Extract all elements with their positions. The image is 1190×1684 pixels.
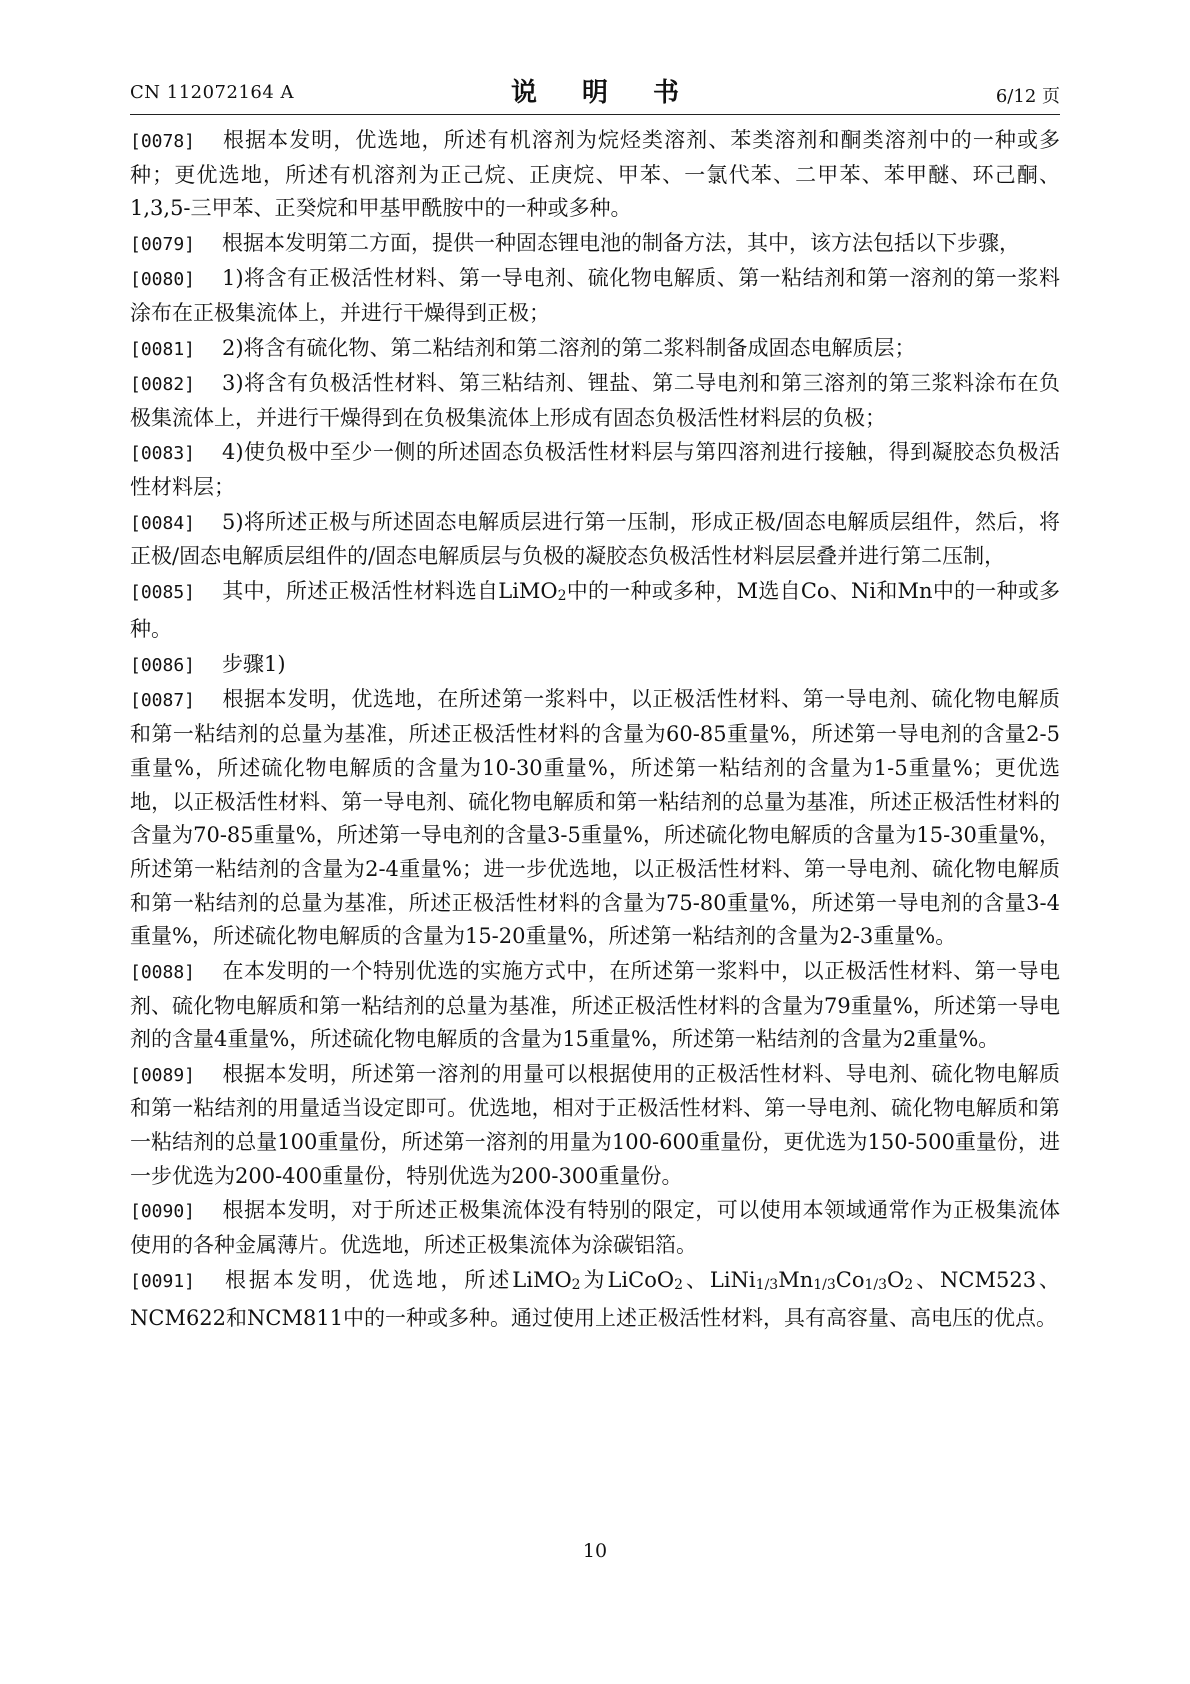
subscript: 2 — [557, 587, 567, 604]
paragraph-0089 — [130, 1058, 1060, 1194]
paragraph-text: 4)使负极中至少一侧的所述固态负极活性材料层与第四溶剂进行接触，得到凝胶态负极活性材料层； — [130, 440, 1060, 500]
paragraph-text: 步骤1) — [222, 651, 286, 676]
paragraph-text: 2)将含有硫化物、第二粘结剂和第二溶剂的第二浆料制备成固态电解质层； — [222, 335, 916, 360]
paragraph-0085 — [130, 575, 1060, 647]
paragraph-number: [0079] — [130, 233, 196, 255]
paragraph-0084 — [130, 506, 1060, 574]
paragraph-number: [0091] — [130, 1270, 196, 1292]
paragraph-0091 — [130, 1264, 1060, 1336]
paragraph-number: [0080] — [130, 269, 196, 291]
paragraph-0079 — [130, 227, 1060, 262]
paragraph-text: 1)将含有正极活性材料、第一导电剂、硫化物电解质、第一粘结剂和第一溶剂的第一浆料涂布在正极集流体上，并进行干燥得到正极； — [130, 266, 1060, 326]
paragraph-0078 — [130, 124, 1060, 226]
paragraph-number: [0083] — [130, 443, 196, 465]
subscript: 1/3 — [755, 1276, 779, 1293]
paragraph-number: [0088] — [130, 961, 196, 983]
paragraph-text: 根据本发明，优选地，所述LiMO — [222, 1267, 572, 1292]
paragraph-0088 — [130, 955, 1060, 1057]
paragraph-number: [0082] — [130, 374, 196, 396]
paragraph-0081 — [130, 332, 1060, 367]
paragraph-text: 在本发明的一个特别优选的实施方式中，在所述第一浆料中，以正极活性材料、第一导电剂、硫化物电解质和第一粘结剂的总量为基准，所述正极活性材料的含量为79重量%，所述第一导电剂的含量4重量%，所述硫化物电解质的含量为15重量%，所述第一粘结剂的含量为2重量%。 — [130, 958, 1060, 1052]
paragraph-text: 根据本发明，所述第一溶剂的用量可以根据使用的正极活性材料、导电剂、硫化物电解质和第一粘结剂的用量适当设定即可。优选地，相对于正极活性材料、第一导电剂、硫化物电解质和第一粘结剂的总量100重量份，所述第一溶剂的用量为100-600重量份，更优选为150-500重量份，进一步优选为200-400重量份，特别优选为200-300重量份。 — [130, 1061, 1060, 1188]
paragraph-text: Mn — [778, 1267, 814, 1292]
subscript: 1/3 — [813, 1276, 836, 1293]
paragraph-text: 根据本发明，对于所述正极集流体没有特别的限定，可以使用本领域通常作为正极集流体使用的各种金属薄片。优选地，所述正极集流体为涂碳铝箔。 — [130, 1198, 1060, 1258]
patent-number: CN 112072164 A — [130, 82, 295, 103]
page-header — [130, 72, 1060, 112]
page-number: 10 — [582, 1540, 608, 1562]
subscript: 1/3 — [864, 1276, 887, 1293]
paragraph-text: 根据本发明，优选地，所述有机溶剂为烷烃类溶剂、苯类溶剂和酮类溶剂中的一种或多种；更优选地，所述有机溶剂为正己烷、正庚烷、甲苯、一氯代苯、二甲苯、苯甲醚、环己酮、1,3,5-三甲苯、正癸烷和甲基甲酰胺中的一种或多种。 — [130, 128, 1060, 221]
paragraph-text: Co — [835, 1267, 865, 1292]
paragraph-text: O — [887, 1267, 905, 1292]
paragraph-text: 3)将含有负极活性材料、第三粘结剂、锂盐、第二导电剂和第三溶剂的第三浆料涂布在负极集流体上，并进行干燥得到在负极集流体上形成有固态负极活性材料层的负极； — [130, 371, 1060, 430]
paragraph-text: 为LiCoO — [580, 1267, 675, 1292]
paragraph-number: [0085] — [130, 581, 196, 603]
paragraph-text: 根据本发明，优选地，在所述第一浆料中，以正极活性材料、第一导电剂、硫化物电解质和第一粘结剂的总量为基准，所述正极活性材料的含量为60-85重量%，所述第一导电剂的含量2-5重量%，所述硫化物电解质的含量为10-30重量%，所述第一粘结剂的含量为1-5重量%；更优选地，以正极活性材料、第一导电剂、硫化物电解质和第一粘结剂的总量为基准，所述正极活性材料的含量为70-85重量%，所述第一导电剂的含量3-5重量%，所述硫化物电解质的含量为15-30重量%，所述第一粘结剂的含量为2-4重量%；进一步优选地，以正极活性材料、第一导电剂、硫化物电解质和第一粘结剂的总量为基准，所述正极活性材料的含量为75-80重量%，所述第一导电剂的含量3-4重量%，所述硫化物电解质的含量为15-20重量%，所述第一粘结剂的含量为2-3重量%。 — [130, 687, 1060, 949]
paragraph-0083 — [130, 436, 1060, 504]
paragraph-number: [0087] — [130, 690, 196, 712]
paragraph-text: 5)将所述正极与所述固态电解质层进行第一压制，形成正极/固态电解质层组件，然后，将正极/固态电解质层组件的/固态电解质层与负极的凝胶态负极活性材料层层叠并进行第二压制， — [130, 509, 1060, 569]
paragraph-0087 — [130, 683, 1060, 954]
paragraph-0086 — [130, 648, 1060, 683]
paragraph-text: 、NCM523、NCM622和NCM811中的一种或多种。通过使用上述正极活性材料，具有高容量、高电压的优点。 — [130, 1267, 1061, 1331]
subscript: 2 — [904, 1276, 914, 1293]
paragraph-0082 — [130, 367, 1060, 435]
paragraph-text: 其中，所述正极活性材料选自LiMO — [222, 578, 558, 603]
paragraph-0090 — [130, 1194, 1060, 1262]
page-of-total: 6/12 页 — [995, 86, 1060, 107]
paragraph-number: [0078] — [130, 131, 196, 152]
paragraph-number: [0084] — [130, 512, 196, 534]
paragraph-number: [0089] — [130, 1064, 196, 1086]
paragraph-number: [0081] — [130, 338, 196, 360]
document-title: 说 明 书 — [510, 78, 698, 108]
subscript: 2 — [571, 1276, 581, 1293]
paragraph-text: 根据本发明第二方面，提供一种固态锂电池的制备方法，其中，该方法包括以下步骤， — [222, 230, 1020, 255]
paragraph-number: [0086] — [130, 654, 196, 676]
paragraph-text: 中的一种或多种，M选自Co、Ni和Mn中的一种或多种。 — [130, 578, 1060, 642]
subscript: 2 — [674, 1276, 683, 1293]
paragraph-0080 — [130, 262, 1060, 330]
document-body — [130, 124, 1060, 1337]
paragraph-number: [0090] — [130, 1201, 196, 1223]
paragraph-text: 、LiNi — [683, 1267, 756, 1292]
header-rule — [130, 114, 1060, 115]
